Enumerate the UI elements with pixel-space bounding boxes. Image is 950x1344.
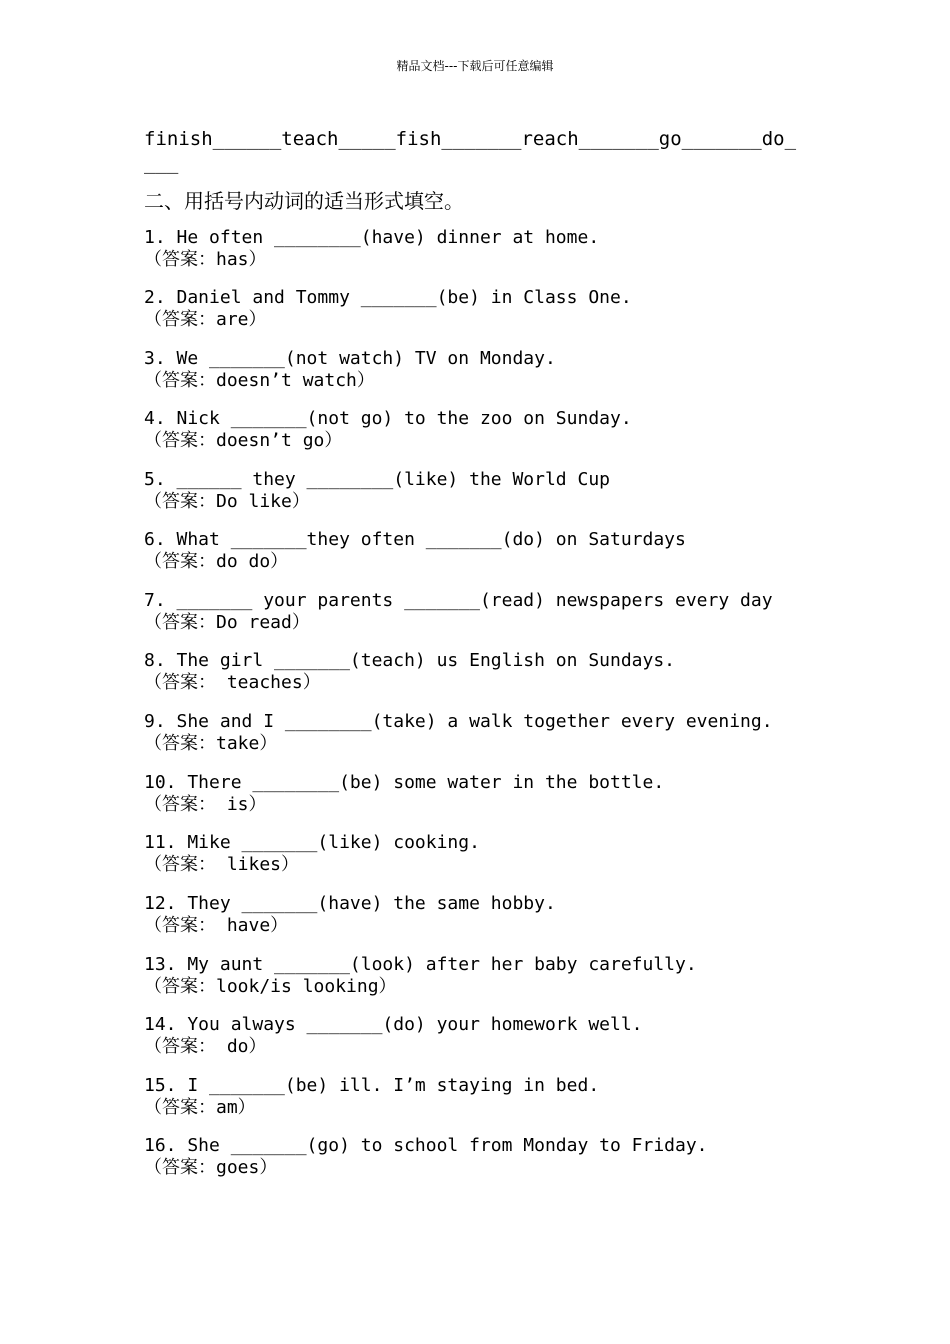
question-text: 4. Nick _______(not go) to the zoo on Sunday. — [144, 408, 632, 429]
question-text: 7. _______ your parents _______(read) newspapers every day — [144, 590, 773, 611]
question-text: 1. He often ________(have) dinner at home. — [144, 227, 600, 248]
question-text: 10. There ________(be) some water in the bottle. — [144, 772, 665, 793]
answer-text: （答案： is） — [144, 794, 267, 815]
answer-text: （答案：am） — [144, 1097, 256, 1118]
question-text: 13. My aunt _______(look) after her baby carefully. — [144, 954, 697, 975]
answer-text: （答案：look/is looking） — [144, 976, 397, 997]
question-text: 15. I _______(be) ill. I’m staying in bed. — [144, 1075, 600, 1096]
question-item — [144, 408, 824, 452]
question-item — [144, 469, 824, 513]
question-text: 14. You always _______(do) your homework well. — [144, 1014, 643, 1035]
answer-text: （答案：Do read） — [144, 612, 310, 633]
question-text: 3. We _______(not watch) TV on Monday. — [144, 348, 556, 369]
verb-word-list: finish______teach_____fish_______reach_______go_______do____ — [144, 128, 797, 174]
answer-text: （答案：do do） — [144, 551, 289, 572]
question-item — [144, 529, 824, 573]
question-text: 9. She and I ________(take) a walk together every evening. — [144, 711, 773, 732]
question-item — [144, 893, 824, 937]
answer-text: （答案：take） — [144, 733, 278, 754]
question-item — [144, 287, 824, 331]
answer-text: （答案：has） — [144, 249, 267, 270]
question-text: 12. They _______(have) the same hobby. — [144, 893, 556, 914]
question-text: 2. Daniel and Tommy _______(be) in Class One. — [144, 287, 632, 308]
question-text: 5. ______ they ________(like) the World Cup — [144, 469, 610, 490]
question-item — [144, 711, 824, 755]
answer-text: （答案： likes） — [144, 854, 300, 875]
section-title: 二、用括号内动词的适当形式填空。 — [144, 189, 464, 213]
question-text: 16. She _______(go) to school from Monday to Friday. — [144, 1135, 708, 1156]
question-item — [144, 1014, 824, 1058]
question-item — [144, 1135, 824, 1179]
question-text: 11. Mike _______(like) cooking. — [144, 832, 480, 853]
answer-text: （答案： teaches） — [144, 672, 321, 693]
question-item — [144, 227, 824, 271]
question-text: 6. What _______they often _______(do) on Saturdays — [144, 529, 686, 550]
question-text: 8. The girl _______(teach) us English on Sundays. — [144, 650, 676, 671]
question-item — [144, 348, 824, 392]
answer-text: （答案：are） — [144, 309, 267, 330]
answer-text: （答案： have） — [144, 915, 289, 936]
question-item — [144, 650, 824, 694]
answer-text: （答案：doesn’t watch） — [144, 370, 375, 391]
answer-text: （答案：Do like） — [144, 491, 310, 512]
question-item — [144, 772, 824, 816]
answer-text: （答案：doesn’t go） — [144, 430, 343, 451]
answer-text: （答案： do） — [144, 1036, 267, 1057]
answer-text: （答案：goes） — [144, 1157, 278, 1178]
question-item — [144, 590, 824, 634]
question-item — [144, 832, 824, 876]
question-item — [144, 1075, 824, 1119]
question-item — [144, 954, 824, 998]
page-header: 精品文档---下载后可任意编辑 — [396, 59, 554, 73]
